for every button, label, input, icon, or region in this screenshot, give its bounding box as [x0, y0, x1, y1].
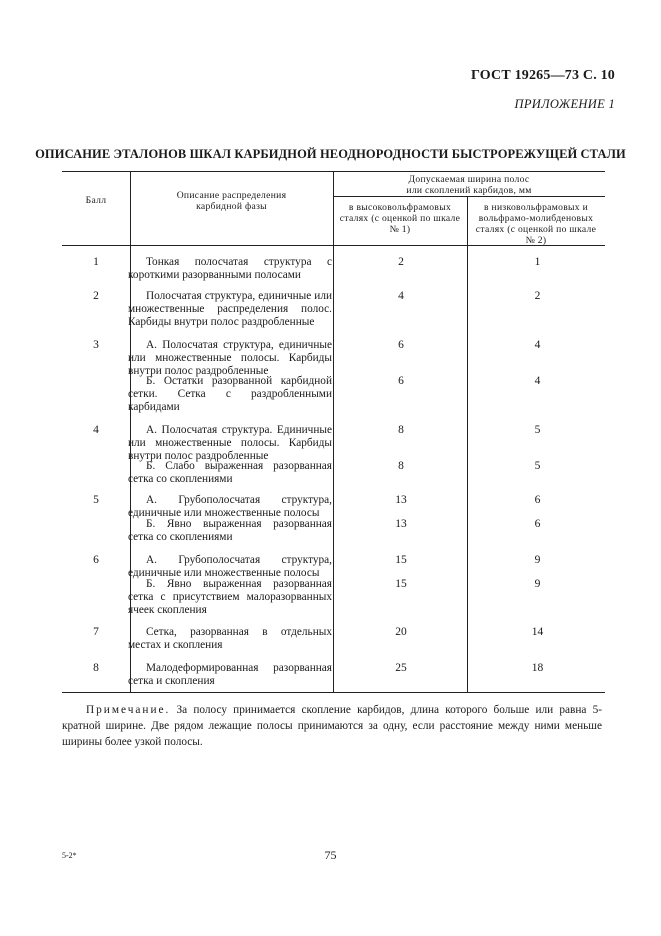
row-description-b: Б. Слабо выраженная разорванная сетка со скоплениями [128, 460, 332, 485]
row-ball: 1 [93, 256, 99, 268]
row-value-1: 2 [398, 256, 404, 268]
appendix-label: ПРИЛОЖЕНИЕ 1 [514, 97, 615, 111]
row-value-1: 20 [395, 626, 407, 638]
page-title: ОПИСАНИЕ ЭТАЛОНОВ ШКАЛ КАРБИДНОЙ НЕОДНОРОДНОСТИ БЫСТРОРЕЖУЩЕЙ СТАЛИ [35, 147, 626, 161]
row-value-1: 25 [395, 662, 407, 674]
row-value-2a: 9 [534, 554, 541, 566]
row-value-2: 18 [531, 662, 544, 674]
note [62, 702, 602, 750]
row-value-2a: 4 [534, 339, 541, 351]
row-value-1: 4 [398, 290, 404, 302]
header-group-line2: или скоплений карбидов, мм [406, 185, 532, 196]
header-desc-line2: карбидной фазы [196, 201, 267, 212]
row-value-1b: 8 [398, 460, 404, 472]
row-value-2: 2 [534, 290, 541, 302]
row-value-2b: 6 [534, 518, 541, 530]
header-sub2-line4: № 2) [525, 235, 547, 246]
row-ball: 4 [93, 424, 99, 436]
header-desc-line1: Описание распределения [176, 190, 287, 201]
row-ball: 7 [93, 626, 99, 638]
header-sub1-line3: № 1) [389, 224, 411, 235]
row-description-a: А. Полосчатая структура. Единичные или множественные полосы. Карбиды внутри полос раздробленные [128, 424, 332, 462]
row-value-2: 1 [534, 256, 541, 268]
header-sub2-line2: вольфрамо-молибденовых [478, 213, 594, 224]
row-value-2a: 5 [534, 424, 541, 436]
row-ball: 6 [93, 554, 99, 566]
row-value-1a: 8 [398, 424, 404, 436]
row-ball: 5 [93, 494, 99, 506]
header-sub1 [333, 202, 467, 235]
header-sub1-line1: в высоковольфрамовых [348, 202, 452, 213]
header-sub1-line2: сталях (с оценкой по шкале [339, 213, 461, 224]
col-divider-3 [467, 196, 468, 692]
note-label: Примечание. [86, 704, 171, 716]
row-value-2b: 5 [534, 460, 541, 472]
row-description-b: Б. Остатки разорванной карбидной сетки. Сетка с раздробленными карбидами [128, 375, 332, 413]
row-value-2b: 4 [534, 375, 541, 387]
row-description-a: А. Грубополосчатая структура, единичные или множественные полосы [128, 554, 332, 579]
row-value-2b: 9 [534, 578, 541, 590]
table-bottom-border [62, 692, 605, 693]
row-value-1a: 15 [395, 554, 407, 566]
row-value-1b: 13 [395, 518, 407, 530]
row-value-1b: 6 [398, 375, 404, 387]
row-description: Полосчатая структура, единичные или множественные распределения полос. Карбиды внутри полос раздробленные [128, 290, 332, 328]
row-description-b: Б. Явно выраженная разорванная сетка со скоплениями [128, 518, 332, 543]
row-value-1a: 6 [398, 339, 404, 351]
header-group [333, 174, 605, 196]
header-group-divider [333, 196, 605, 197]
header-group-line1: Допускаемая ширина полос [408, 174, 530, 185]
header-sub2 [467, 202, 605, 246]
row-value-1a: 13 [395, 494, 407, 506]
standard-code: ГОСТ 19265—73 С. 10 [471, 68, 615, 83]
row-ball: 8 [93, 662, 99, 674]
row-description: Малодеформированная разорванная сетка и скопления [128, 662, 332, 687]
row-ball: 2 [93, 290, 99, 302]
header-sub2-line1: в низковольфрамовых и [484, 202, 588, 213]
row-value-2a: 6 [534, 494, 541, 506]
row-description-b: Б. Явно выраженная разорванная сетка с присутствием малоразорванных ячеек скопления [128, 578, 332, 616]
row-description: Тонкая полосчатая структура с короткими разорванными полосами [128, 256, 332, 281]
header-sub2-line3: сталях (с оценкой по шкале [475, 224, 597, 235]
header-desc [130, 190, 333, 212]
row-description: Сетка, разорванная в отдельных местах и скопления [128, 626, 332, 651]
row-value-1b: 15 [395, 578, 407, 590]
row-ball: 3 [93, 339, 99, 351]
row-value-2: 14 [531, 626, 544, 638]
footer-mark: 5-2* [62, 851, 77, 860]
page-number: 75 [324, 848, 337, 862]
col-divider-2 [333, 171, 334, 692]
note-text: За полосу принимается скопление карбидов, длина которого больше или равна 5-кратной ширине. Две рядом лежащие полосы принимаются за одну, если расстояние между ними меньше ширины более узкой полосы. [62, 704, 602, 748]
row-description-a: А. Грубополосчатая структура, единичные или множественные полосы [128, 494, 332, 519]
header-ball: Балл [85, 195, 107, 206]
row-description-a: А. Полосчатая структура, единичные или множественные полосы. Карбиды внутри полос раздробленные [128, 339, 332, 377]
